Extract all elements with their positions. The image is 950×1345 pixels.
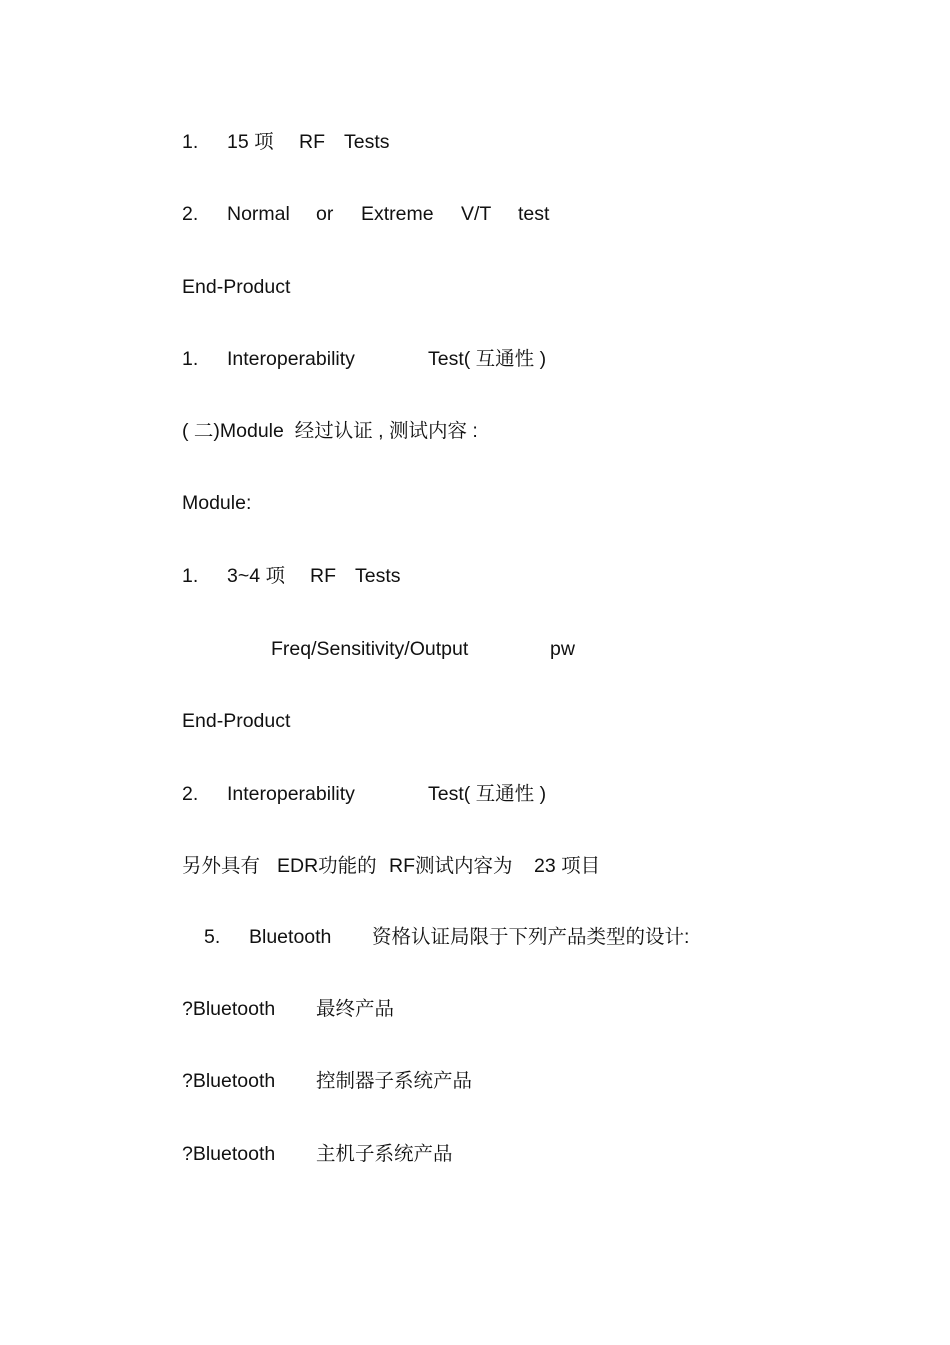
text-line-bluetooth-qualification <box>182 922 690 952</box>
text-segment: Normal <box>227 203 290 225</box>
list-number: 2. <box>182 783 199 805</box>
text-segment: V/T <box>461 203 492 225</box>
list-number: 1. <box>182 131 199 153</box>
text-segment: 23 项目 <box>534 855 601 877</box>
text-line-3-4-rf-tests <box>182 561 401 591</box>
text-segment: 主机子系统产品 <box>316 1143 453 1165</box>
section-heading: Module: <box>182 492 252 514</box>
text-line-module <box>182 488 252 518</box>
text-line-end-product <box>182 272 291 302</box>
text-line-module-certified <box>182 416 478 446</box>
text-line-bluetooth-controller <box>182 1066 473 1096</box>
text-segment: RF <box>299 131 325 153</box>
text-segment: Interoperability <box>227 348 355 370</box>
text-segment: RF测试内容为 <box>389 855 513 877</box>
text-segment: pw <box>550 638 575 660</box>
text-segment: 15 项 <box>227 131 274 153</box>
bullet-text: ?Bluetooth <box>182 1143 276 1165</box>
text-segment: 另外具有 <box>182 855 261 877</box>
text-line-edr <box>182 851 601 881</box>
section-heading: ( 二)Module 经过认证 , 测试内容 : <box>182 420 478 442</box>
text-segment: or <box>316 203 334 225</box>
text-line-end-product-2 <box>182 706 291 736</box>
text-line-interoperability-2 <box>182 779 547 809</box>
text-segment: 资格认证局限于下列产品类型的设计: <box>372 926 690 948</box>
list-number: 1. <box>182 565 199 587</box>
text-segment: Tests <box>355 565 401 587</box>
text-segment: Freq/Sensitivity/Output <box>271 638 469 660</box>
text-segment: 最终产品 <box>316 998 395 1020</box>
section-heading: End-Product <box>182 710 291 732</box>
text-segment: Bluetooth <box>249 926 332 948</box>
text-line-freq-sensitivity <box>182 634 575 664</box>
text-segment: Interoperability <box>227 783 355 805</box>
bullet-text: ?Bluetooth <box>182 998 276 1020</box>
text-line-normal-extreme <box>182 199 550 229</box>
text-segment: Test( 互通性 ) <box>428 348 547 370</box>
text-line-interoperability <box>182 344 547 374</box>
list-number: 1. <box>182 348 199 370</box>
bullet-text: ?Bluetooth <box>182 1070 276 1092</box>
section-heading: End-Product <box>182 276 291 298</box>
list-number: 5. <box>204 926 221 948</box>
text-segment: test <box>518 203 550 225</box>
text-segment: EDR功能的 <box>277 855 377 877</box>
list-number: 2. <box>182 203 199 225</box>
text-segment: Tests <box>344 131 390 153</box>
text-segment: Extreme <box>361 203 434 225</box>
text-line-bluetooth-end-product <box>182 994 395 1024</box>
text-line-bluetooth-host <box>182 1139 453 1169</box>
text-segment: 控制器子系统产品 <box>316 1070 473 1092</box>
text-line-rf-tests <box>182 127 390 157</box>
text-segment: 3~4 项 <box>227 565 285 587</box>
text-segment: Test( 互通性 ) <box>428 783 547 805</box>
text-segment: RF <box>310 565 336 587</box>
